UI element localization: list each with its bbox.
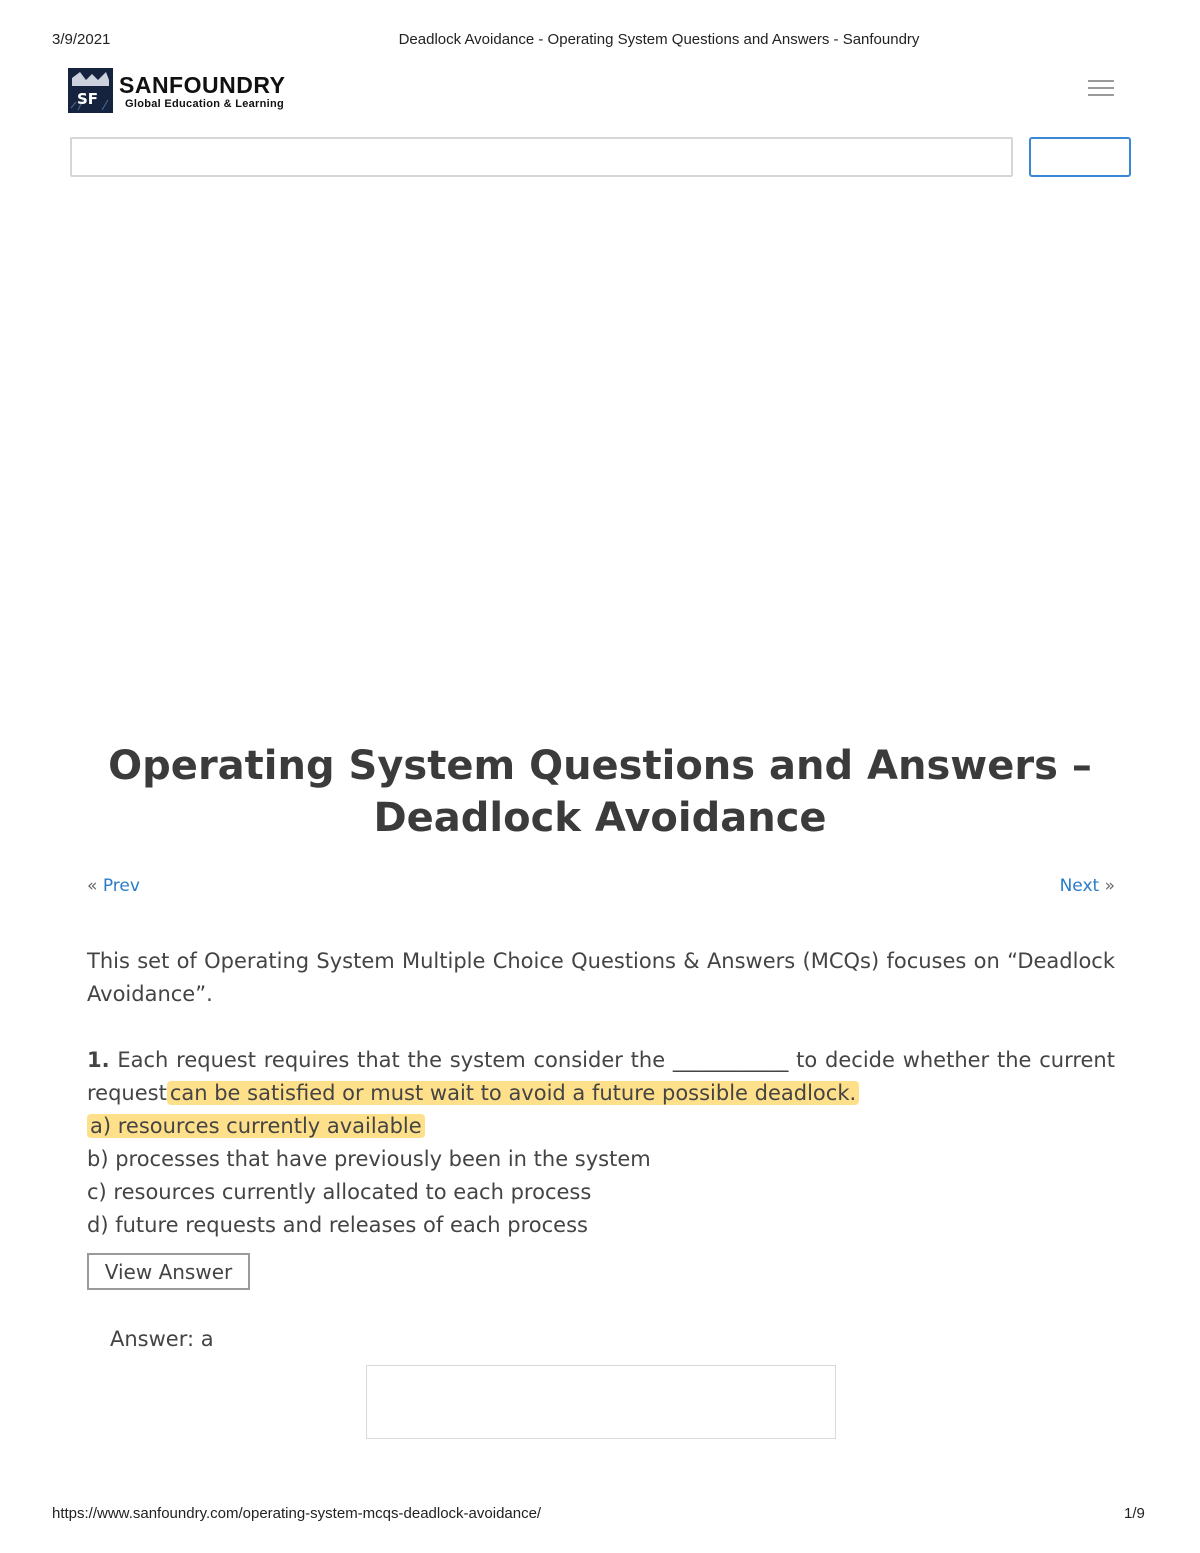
prev-link[interactable]: Prev bbox=[102, 876, 140, 896]
prev-arrow-icon: « bbox=[87, 876, 98, 896]
option-c: c) resources currently allocated to each process bbox=[87, 1180, 592, 1204]
print-page-title: Deadlock Avoidance - Operating System Questions and Answers - Sanfoundry bbox=[398, 31, 920, 48]
option-a bbox=[87, 1110, 1115, 1143]
search-input[interactable] bbox=[70, 137, 1013, 177]
intro-paragraph: This set of Operating System Multiple Choice Questions & Answers (MCQs) focuses on “Deadlock Avoidance”. bbox=[87, 949, 1115, 1006]
option-a-text: a) resources currently available bbox=[87, 1114, 425, 1138]
print-url: https://www.sanfoundry.com/operating-system-mcqs-deadlock-avoidance/ bbox=[52, 1505, 542, 1522]
logo-tagline: Global Education & Learning bbox=[125, 97, 285, 110]
hamburger-menu-icon[interactable] bbox=[1088, 80, 1114, 100]
logo-mark-icon bbox=[68, 68, 113, 113]
prev-link-wrapper bbox=[87, 876, 140, 896]
explanation-cutoff bbox=[110, 1360, 290, 1367]
question-1 bbox=[87, 1044, 1115, 1242]
logo-name: SANFOUNDRY bbox=[119, 71, 286, 98]
print-date: 3/9/2021 bbox=[52, 31, 111, 48]
option-d: d) future requests and releases of each process bbox=[87, 1213, 588, 1237]
next-link-wrapper bbox=[1060, 876, 1115, 896]
question-number: 1. bbox=[87, 1048, 110, 1072]
view-answer-button[interactable]: View Answer bbox=[87, 1253, 250, 1290]
ad-placeholder[interactable] bbox=[366, 1365, 836, 1439]
next-arrow-icon: » bbox=[1104, 876, 1115, 896]
next-link[interactable]: Next bbox=[1059, 876, 1100, 896]
logo-mark-text: SF bbox=[77, 90, 99, 108]
site-logo[interactable] bbox=[68, 68, 285, 113]
search-button[interactable] bbox=[1029, 137, 1131, 177]
option-b: b) processes that have previously been in the system bbox=[87, 1147, 651, 1171]
pagination bbox=[87, 876, 1115, 896]
question-stem bbox=[87, 1044, 1115, 1110]
logo-text bbox=[119, 72, 285, 110]
print-page-number: 1/9 bbox=[1124, 1505, 1145, 1522]
question-stem-text: Each request requires that the system consider the ___________ to decide whether the current request bbox=[87, 1048, 1115, 1105]
answer-text: Answer: a bbox=[110, 1327, 214, 1351]
page-title: Operating System Questions and Answers – Deadlock Avoidance bbox=[108, 743, 1092, 841]
highlighted-text: can be satisfied or must wait to avoid a future possible deadlock. bbox=[167, 1081, 859, 1105]
